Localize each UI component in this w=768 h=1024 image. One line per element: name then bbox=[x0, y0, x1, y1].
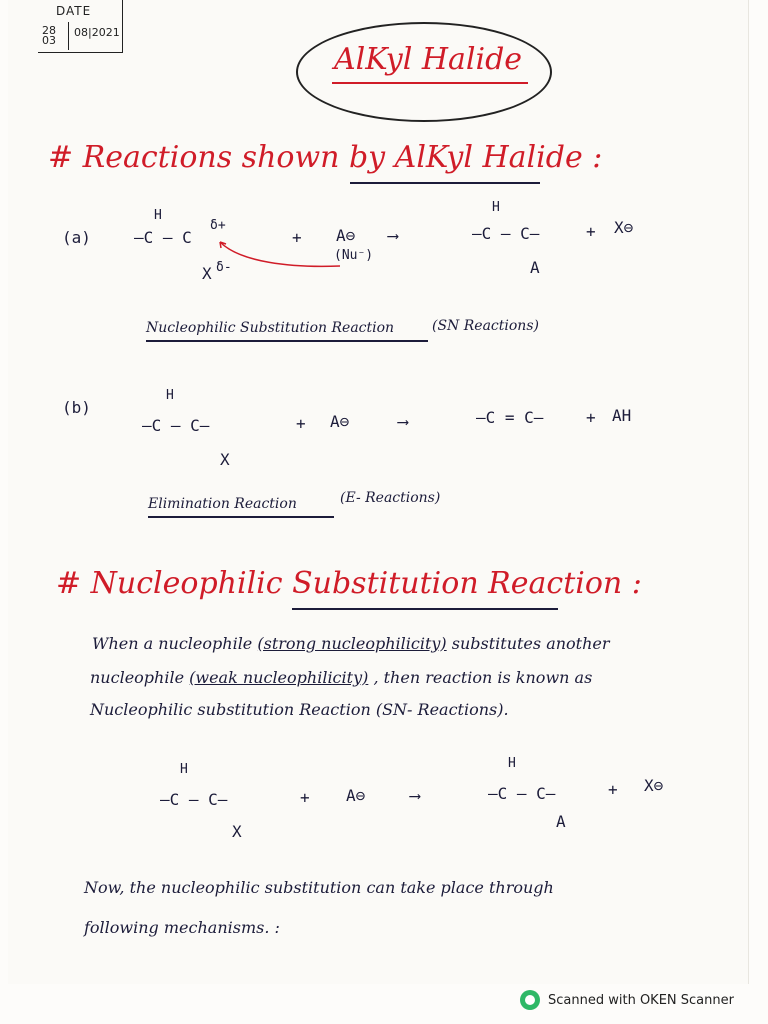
reaction-a-caption-paren: (SN Reactions) bbox=[432, 318, 539, 334]
reaction-b-reactant-chain: —C — C— bbox=[142, 416, 210, 435]
reaction-b-byproduct: AH bbox=[612, 406, 632, 425]
scanner-footer bbox=[520, 990, 734, 1010]
section1-heading-underline bbox=[350, 182, 540, 184]
section2-heading-underline bbox=[292, 608, 558, 610]
page-title: AlKyl Halide bbox=[334, 42, 523, 77]
eq-product-a: A bbox=[556, 812, 566, 831]
reaction-b-marker: (b) bbox=[62, 398, 91, 417]
eq-arrow: ⟶ bbox=[410, 786, 420, 805]
reaction-a-plus-1: + bbox=[292, 228, 302, 247]
para-line-2-c: , then reaction is known as bbox=[373, 668, 593, 687]
reaction-b-plus-1: + bbox=[296, 414, 306, 433]
para-line-1-c: substitutes another bbox=[451, 634, 610, 653]
reaction-b-nucleophile: A⊖ bbox=[330, 412, 350, 431]
reaction-a-reactant-x: X bbox=[202, 264, 212, 283]
reaction-a-product-chain: —C — C— bbox=[472, 224, 540, 243]
reaction-b-reactant-h: H bbox=[166, 388, 174, 403]
reaction-a-reactant-chain: —C — C bbox=[134, 228, 192, 247]
eq-reactant-h: H bbox=[180, 762, 188, 777]
reaction-a-nucleophile: A⊖ bbox=[336, 226, 356, 245]
title-underline bbox=[332, 82, 528, 84]
scanner-footer-text: Scanned with OKEN Scanner bbox=[548, 992, 734, 1008]
eq-product-chain: —C — C— bbox=[488, 784, 556, 803]
eq-product-h: H bbox=[508, 756, 516, 771]
para-line-2-a: nucleophile bbox=[90, 668, 185, 687]
reaction-b-caption-paren: (E- Reactions) bbox=[340, 490, 441, 506]
date-day-mark: 28 bbox=[42, 24, 56, 37]
date-day-value: 03 bbox=[42, 34, 56, 47]
reaction-b-product-chain: —C = C— bbox=[476, 408, 544, 427]
section1-heading: # Reactions shown by AlKyl Halide : bbox=[48, 140, 603, 175]
reaction-a-attack-arrow bbox=[200, 236, 350, 276]
para-line-2 bbox=[90, 668, 592, 687]
reaction-a-product-a: A bbox=[530, 258, 540, 277]
reaction-a-nucleophile-label: (Nu⁻) bbox=[334, 248, 374, 263]
section2-heading: # Nucleophilic Substitution Reaction : bbox=[56, 566, 642, 601]
reaction-b-arrow: ⟶ bbox=[398, 412, 408, 431]
date-box bbox=[38, 0, 123, 53]
eq-plus-2: + bbox=[608, 780, 618, 799]
eq-reactant-x: X bbox=[232, 822, 242, 841]
reaction-a-leaving-group: X⊖ bbox=[614, 218, 634, 237]
reaction-b-caption-underline bbox=[148, 516, 334, 518]
date-label: DATE bbox=[56, 4, 92, 18]
closing-line-2: following mechanisms. : bbox=[84, 918, 280, 937]
reaction-a-marker: (a) bbox=[62, 228, 91, 247]
para-line-1 bbox=[92, 634, 610, 653]
para-line-2-b: (weak nucleophilicity) bbox=[189, 668, 369, 687]
reaction-b-plus-2: + bbox=[586, 408, 596, 427]
reaction-a-product-h: H bbox=[492, 200, 500, 215]
reaction-a-caption-underline bbox=[146, 340, 428, 342]
reaction-a-caption: Nucleophilic Substitution Reaction bbox=[146, 320, 395, 336]
reaction-a-reactant-h: H bbox=[154, 208, 162, 223]
date-month-year: 08|2021 bbox=[74, 26, 120, 39]
oken-scanner-icon bbox=[520, 990, 540, 1010]
reaction-a-plus-2: + bbox=[586, 222, 596, 241]
eq-plus-1: + bbox=[300, 788, 310, 807]
eq-leaving-group: X⊖ bbox=[644, 776, 664, 795]
reaction-a-delta-minus: δ- bbox=[216, 260, 232, 275]
reaction-a-arrow: ⟶ bbox=[388, 226, 398, 245]
para-line-1-a: When a nucleophile bbox=[92, 634, 253, 653]
closing-line-1: Now, the nucleophilic substitution can take place through bbox=[84, 878, 554, 897]
eq-nucleophile: A⊖ bbox=[346, 786, 366, 805]
reaction-a-delta-plus: δ+ bbox=[210, 218, 226, 233]
date-day bbox=[42, 26, 56, 46]
reaction-b-caption: Elimination Reaction bbox=[148, 496, 297, 512]
eq-reactant-chain: —C — C— bbox=[160, 790, 228, 809]
para-line-1-b: (strong nucleophilicity) bbox=[257, 634, 447, 653]
para-line-3: Nucleophilic substitution Reaction (SN- Reactions). bbox=[90, 700, 509, 719]
reaction-b-reactant-x: X bbox=[220, 450, 230, 469]
date-divider bbox=[68, 22, 69, 50]
